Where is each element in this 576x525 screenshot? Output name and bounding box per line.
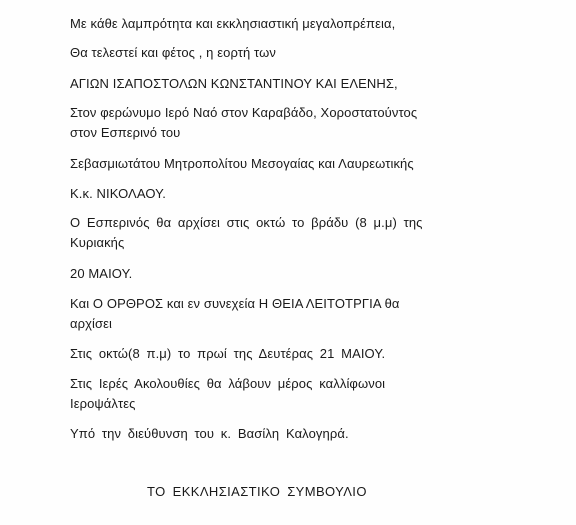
text-line-12: αρχίσει (70, 316, 113, 331)
text-line-8: Ο Εσπερινός θα αρχίσει στις οκτώ το βράδυ (8 μ.μ) της (70, 215, 423, 230)
signature-line: ΤΟ ΕΚΚΛΗΣΙΑΣΤΙΚΟ ΣΥΜΒΟΥΛΙΟ (147, 484, 367, 499)
text-line-1: Με κάθε λαμπρότητα και εκκλησιαστική μεγαλοπρέπεια, (70, 16, 396, 31)
text-line-7: Κ.κ. ΝΙΚΟΛΑΟΥ. (70, 186, 166, 201)
text-line-15: Ιεροψάλτες (70, 396, 136, 411)
text-line-14: Στις Ιερές Ακολουθίες θα λάβουν μέρος καλλίφωνοι (70, 376, 386, 391)
text-line-9: Κυριακής (70, 235, 125, 250)
text-line-5: στον Εσπερινό του (70, 125, 181, 140)
text-line-11: Και Ο ΟΡΘΡΟΣ και εν συνεχεία Η ΘΕΙΑ ΛΕΙΤΟΤΡΓΙΑ θα (70, 296, 400, 311)
text-line-10: 20 ΜΑΙΟΥ. (70, 266, 133, 281)
text-line-3: ΑΓΙΩΝ ΙΣΑΠΟΣΤΟΛΩΝ ΚΩΝΣΤΑΝΤΙΝΟΥ ΚΑΙ ΕΛΕΝΗΣ, (70, 76, 398, 91)
text-line-2: Θα τελεστεί και φέτος , η εορτή των (70, 45, 276, 60)
text-line-4: Στον φερώνυμο Ιερό Ναό στον Καραβάδο, Χοροστατούντος (70, 105, 418, 120)
text-line-16: Υπό την διεύθυνση του κ. Βασίλη Καλογηρά. (70, 426, 349, 441)
text-line-13: Στις οκτώ(8 π.μ) το πρωί της Δευτέρας 21 ΜΑΙΟΥ. (70, 346, 386, 361)
text-line-6: Σεβασμιωτάτου Μητροπολίτου Μεσογαίας και Λαυρεωτικής (70, 156, 414, 171)
